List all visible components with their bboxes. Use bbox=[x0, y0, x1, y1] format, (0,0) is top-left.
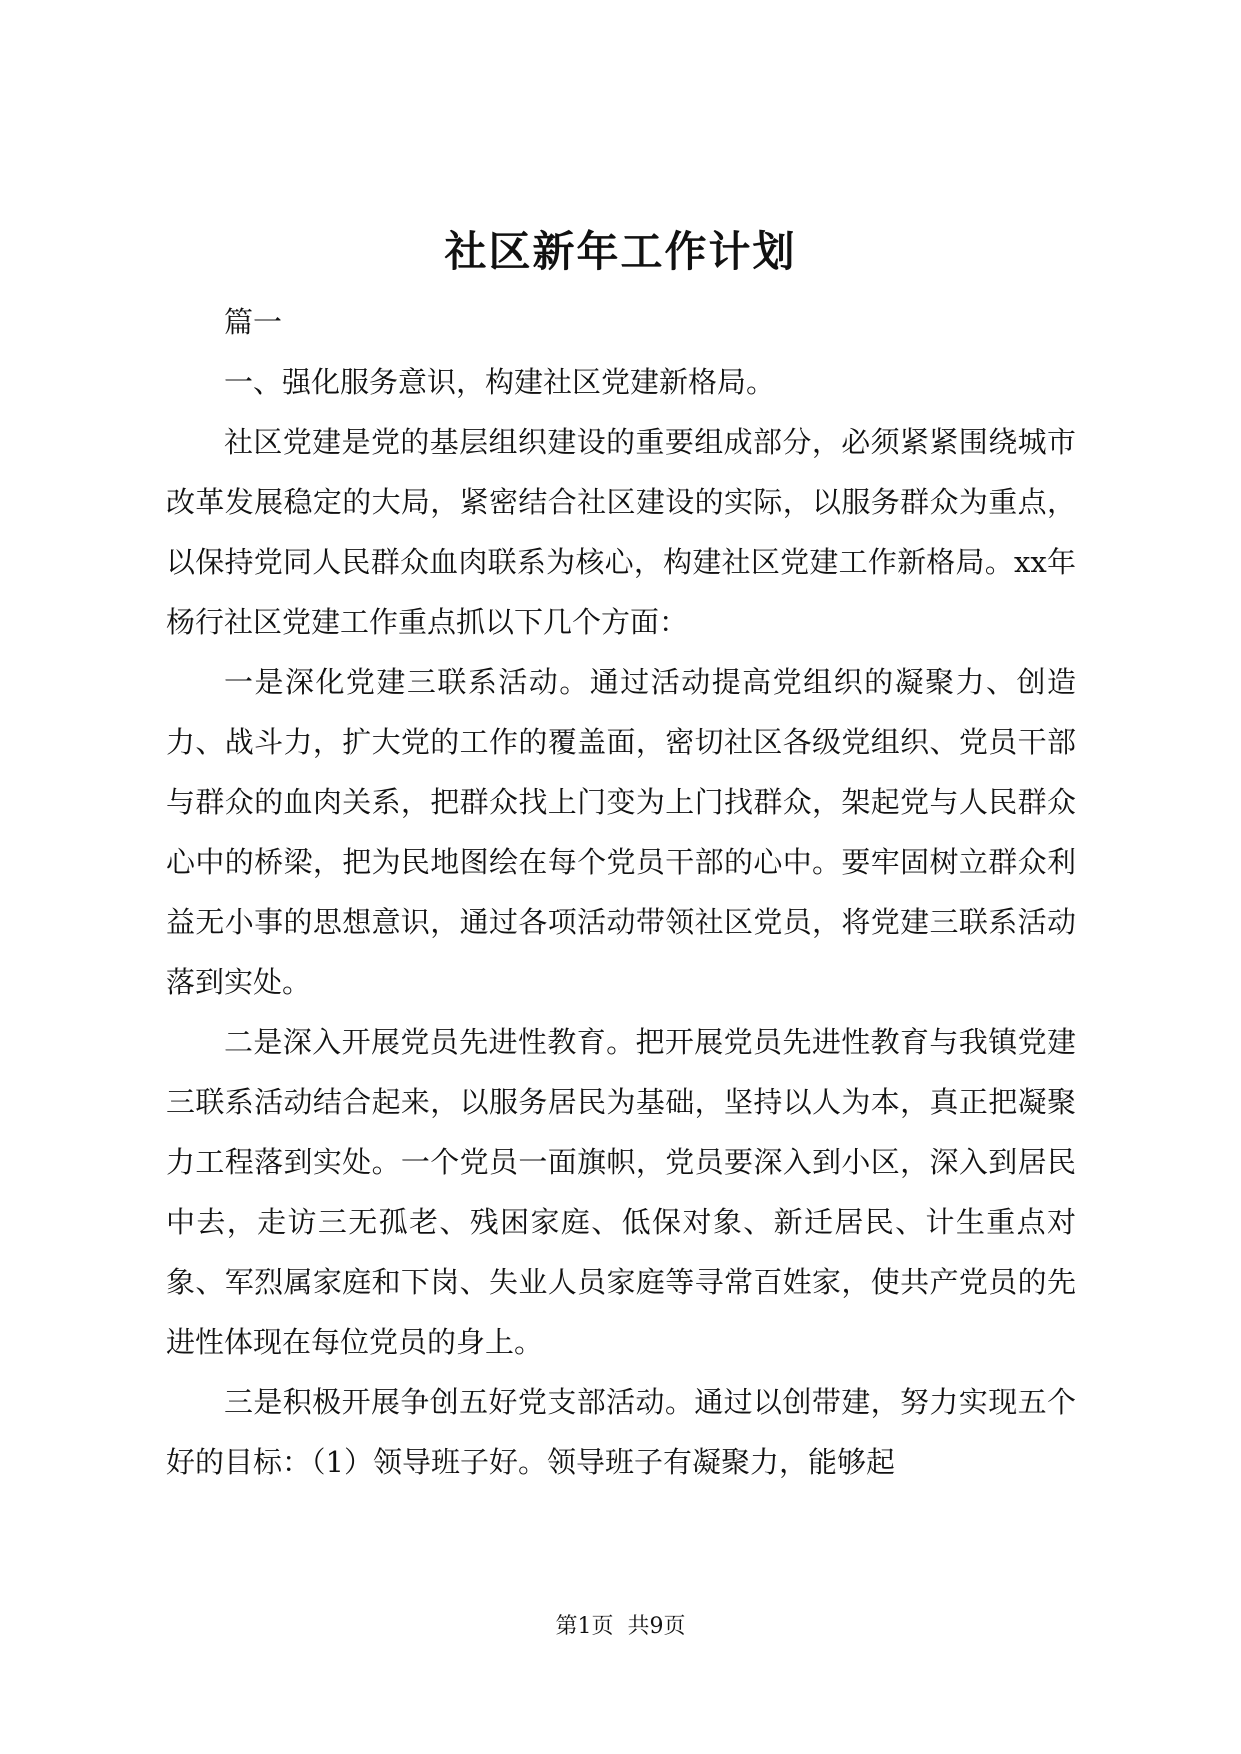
section-label: 篇一 bbox=[224, 305, 283, 339]
body-paragraph: 社区党建是党的基层组织建设的重要组成部分，必须紧紧围绕城市改革发展稳定的大局，紧密结合社区建设的实际，以服务群众为重点，以保持党同人民群众血肉联系为核心，构建社区党建工作新格局。xx年杨行社区党建工作重点抓以下几个方面： bbox=[166, 425, 1076, 639]
body-paragraph: 三是积极开展争创五好党支部活动。通过以创带建，努力实现五个好的目标：（1）领导班子好。领导班子有凝聚力，能够起 bbox=[166, 1385, 1076, 1479]
body-paragraph: 一是深化党建三联系活动。通过活动提高党组织的凝聚力、创造力、战斗力，扩大党的工作的覆盖面，密切社区各级党组织、党员干部与群众的血肉关系，把群众找上门变为上门找群众，架起党与人民群众心中的桥梁，把为民地图绘在每个党员干部的心中。要牢固树立群众利益无小事的思想意识，通过各项活动带领社区党员，将党建三联系活动落到实处。 bbox=[166, 665, 1076, 999]
page-number: 第1页 bbox=[555, 1614, 614, 1639]
document-title: 社区新年工作计划 bbox=[444, 227, 797, 276]
body-paragraph: 二是深入开展党员先进性教育。把开展党员先进性教育与我镇党建三联系活动结合起来，以服务居民为基础，坚持以人为本，真正把凝聚力工程落到实处。一个党员一面旗帜，党员要深入到小区，深入到居民中去，走访三无孤老、残困家庭、低保对象、新迁居民、计生重点对象、军烈属家庭和下岗、失业人员家庭等寻常百姓家，使共产党员的先进性体现在每位党员的身上。 bbox=[166, 1025, 1076, 1359]
section-heading: 一、强化服务意识，构建社区党建新格局。 bbox=[224, 365, 776, 399]
page-total: 共9页 bbox=[627, 1614, 686, 1639]
document-body bbox=[166, 292, 1076, 1492]
page-footer bbox=[0, 1612, 1241, 1642]
